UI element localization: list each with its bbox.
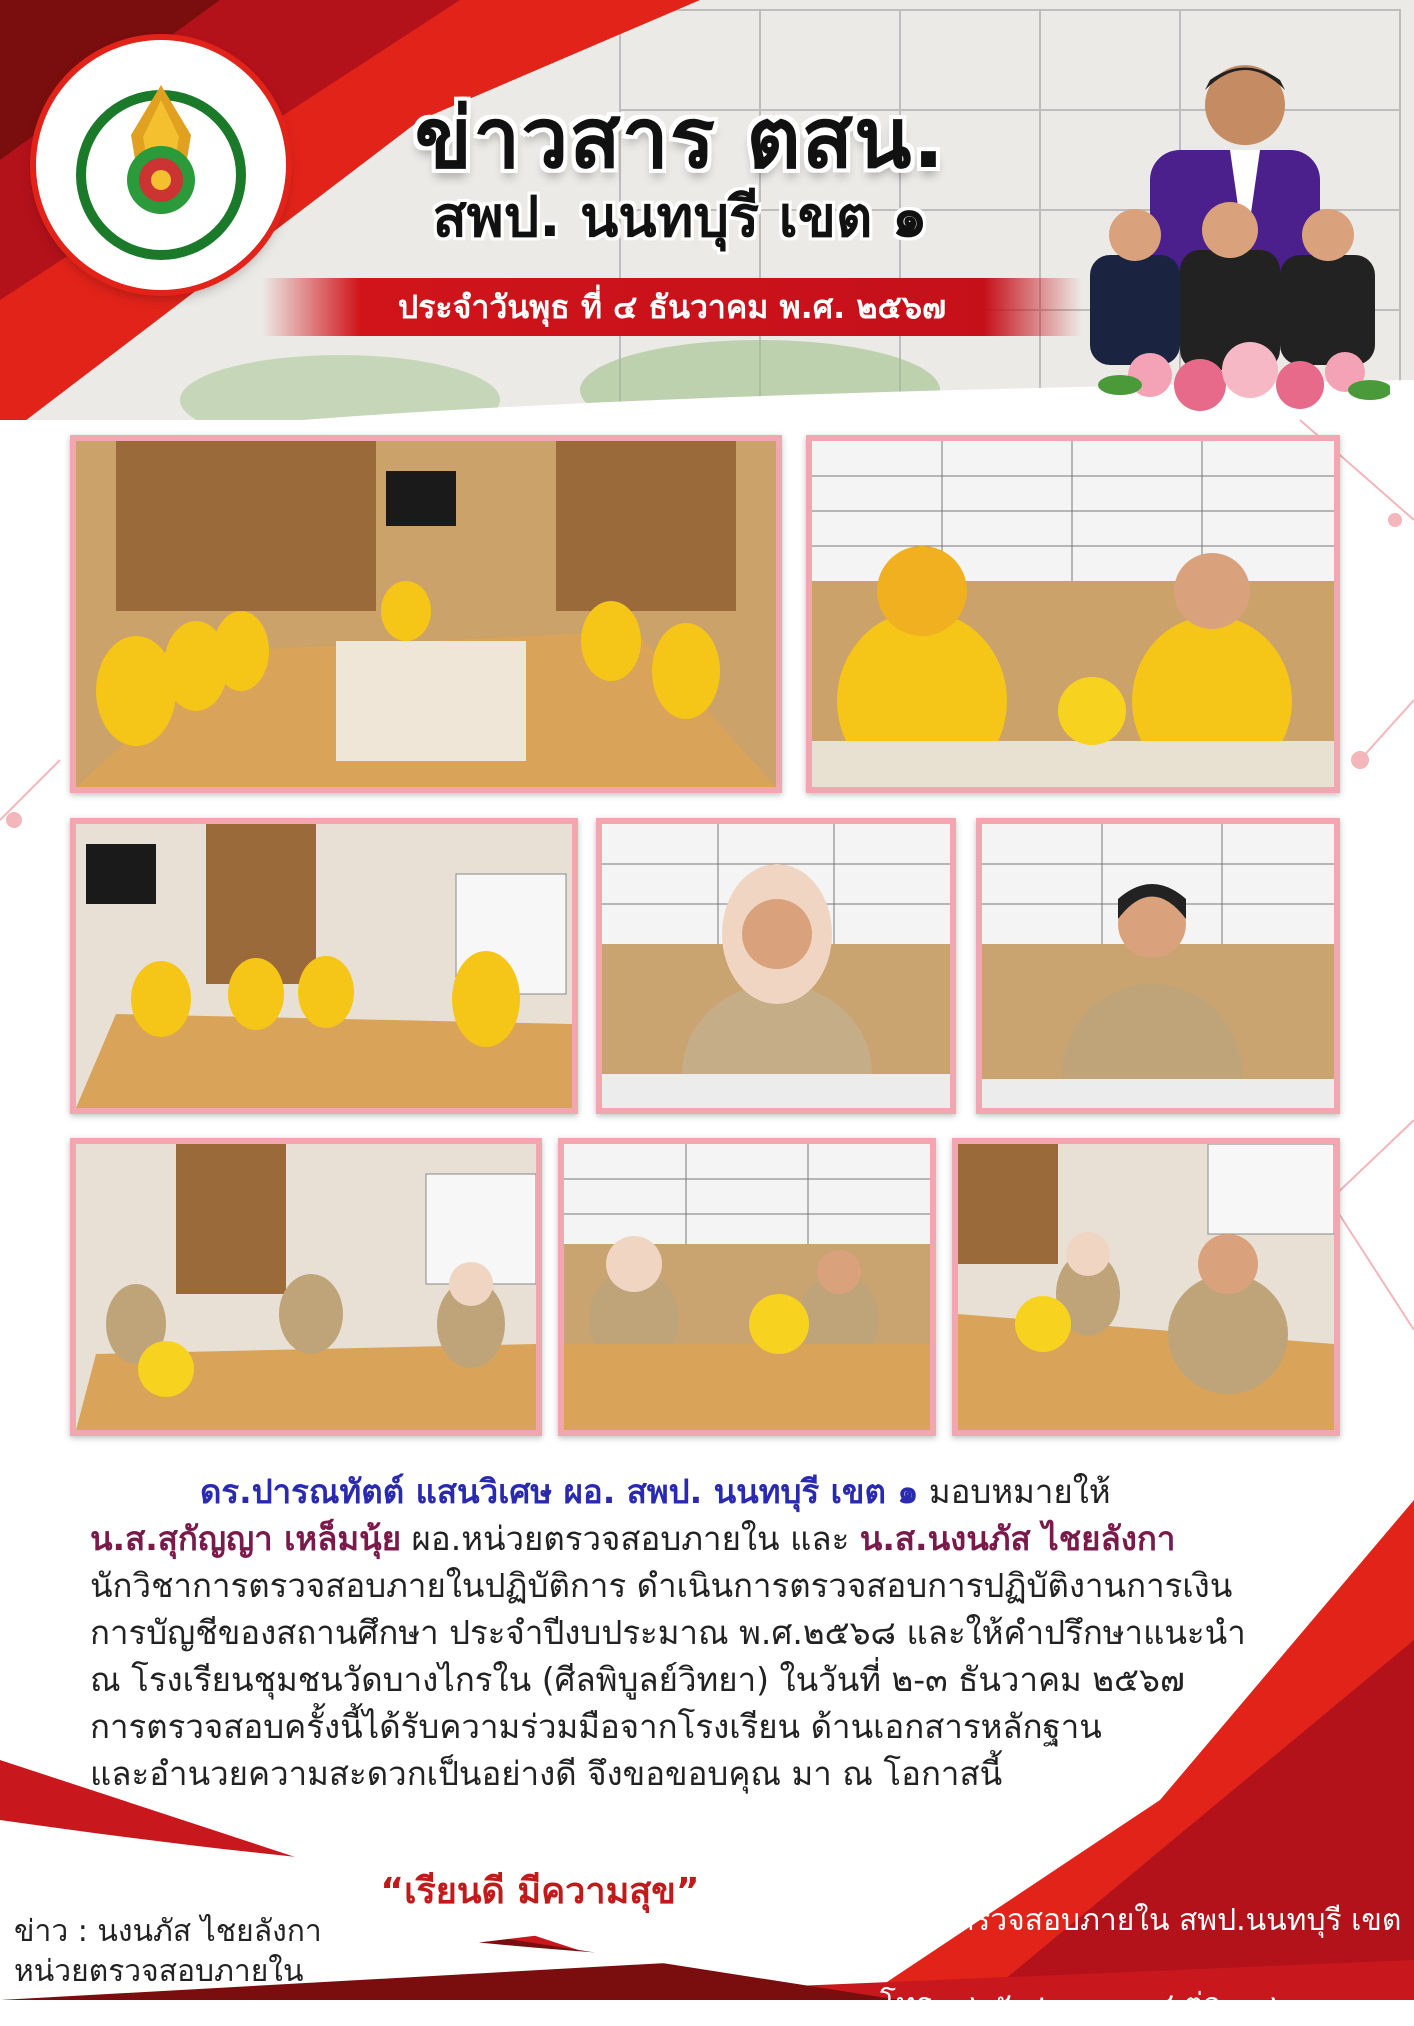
teacher-headscarf-portrait-photo: [596, 818, 956, 1114]
document-signing-photo: [952, 1138, 1340, 1436]
auditor-head-name: น.ส.สุกัญญา เหล็มนุ้ย: [90, 1519, 402, 1558]
newsletter-title: ข่าวสาร ตสน.: [414, 89, 946, 187]
document-review-photo: [558, 1138, 936, 1436]
news-body: [90, 1468, 1340, 1797]
body-line-2: น.ส.สุกัญญา เหล็มนุ้ย ผอ.หน่วยตรวจสอบภายใน และ น.ส.นงนภัส ไชยลังกา: [90, 1519, 1176, 1558]
date-banner: [262, 278, 1082, 336]
office-name: สพป. นนทบุรี เขต ๑: [432, 185, 928, 250]
executives-portrait: [1090, 50, 1390, 420]
body-line-1: ดร.ปารณทัตต์ แสนวิเศษ ผอ. สพป. นนทบุรี เขต ๑ มอบหมายให้: [200, 1472, 1111, 1511]
phone-number: โทร. ๐๒๕-๙๑๑๓๐๑-๔ ต่อ ๑๓๒: [880, 1987, 1291, 2022]
body-line-4: การบัญชีของสถานศึกษา ประจำปีงบประมาณ พ.ศ.๒๕๖๘ และให้คำปรึกษาแนะนำ: [90, 1613, 1246, 1652]
news-unit: หน่วยตรวจสอบภายใน: [14, 1954, 304, 1989]
body-line-7: และอำนวยความสะดวกเป็นอย่างดี จึงขอขอบคุณ มา ณ โอกาสนี้: [90, 1754, 1003, 1793]
contact-info: [880, 1900, 1414, 2026]
auditor-name: น.ส.นงนภัส ไชยลังกา: [859, 1519, 1176, 1558]
body-line-5: ณ โรงเรียนชุมชนวัดบางไกรใน (ศีลพิบูลย์วิทยา) ในวันที่ ๒-๓ ธันวาคม ๒๕๖๗: [90, 1660, 1185, 1699]
issue-date: ประจำวันพุธ ที่ ๔ ธันวาคม พ.ศ. ๒๕๖๗: [397, 287, 947, 326]
auditors-at-desk-photo: [806, 435, 1340, 793]
director-name: ดร.ปารณทัตต์ แสนวิเศษ ผอ. สพป. นนทบุรี เขต ๑: [200, 1472, 919, 1511]
slogan: “เรียนดี มีความสุข”: [380, 1871, 700, 1912]
body-line-6: การตรวจสอบครั้งนี้ได้รับความร่วมมือจากโรงเรียน ด้านเอกสารหลักฐาน: [90, 1707, 1102, 1746]
body-line-3: นักวิชาการตรวจสอบภายในปฏิบัติการ ดำเนินการตรวจสอบการปฏิบัติงานการเงิน: [90, 1566, 1233, 1605]
meeting-room-overview-photo: [70, 435, 782, 793]
group-discussion-photo: [70, 1138, 542, 1436]
news-credit: [14, 1912, 322, 1992]
obec-logo: [36, 40, 286, 290]
news-author: ข่าว : นงนภัส ไชยลังกา: [14, 1914, 322, 1949]
teacher-uniform-portrait-photo: [976, 818, 1340, 1114]
org-name: หน่วยตรวจสอบภายใน สพป.นนทบุรี เขต ๑: [880, 1903, 1402, 1980]
meeting-table-side-photo: [70, 818, 578, 1114]
obec-emblem-icon: [61, 65, 261, 265]
